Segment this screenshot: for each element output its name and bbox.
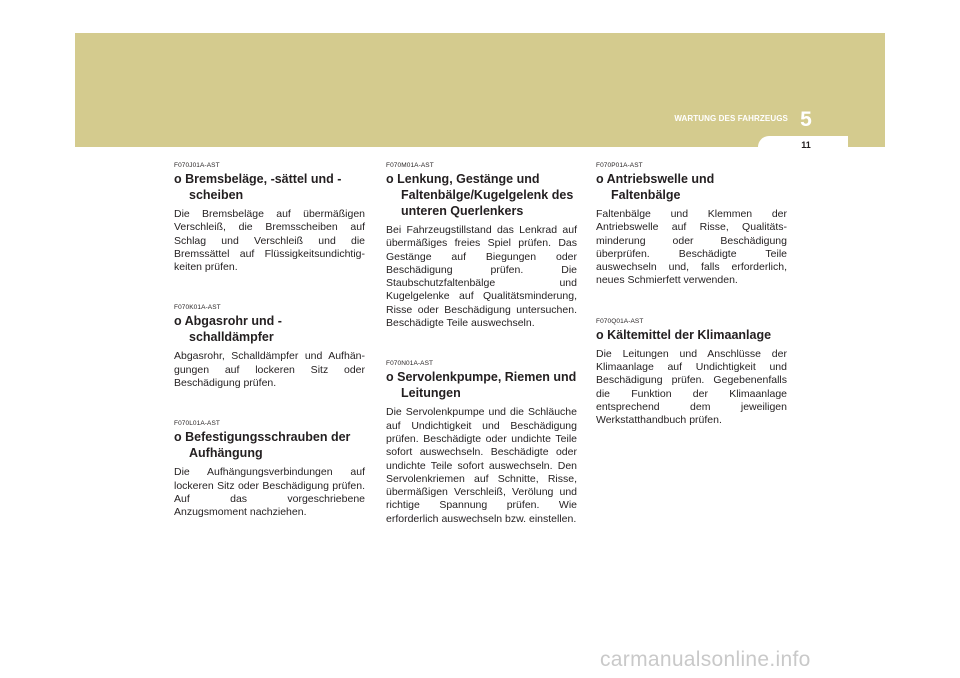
section-steering xyxy=(386,162,577,330)
section-code: F070N01A-AST xyxy=(386,360,434,368)
section-body: Faltenbälge und Klemmen der Antriebswelle auf Risse, Qualitäts- minderung oder Beschädigung überprüfen. Beschädigte Teile auswechseln und, falls erforderlich, neues Schmierfett verwenden. xyxy=(596,208,787,287)
section-drive-shaft xyxy=(596,162,787,288)
page-number: 11 xyxy=(801,140,811,150)
section-heading: o Servolenkpumpe, Riemen und Leitungen xyxy=(386,370,577,401)
section-suspension-bolts xyxy=(174,420,365,519)
section-heading: o Kältemittel der Klimaanlage xyxy=(596,327,772,342)
section-body: Die Bremsbeläge auf übermäßigen Verschleiß, die Bremsscheiben auf Schlag und Verschleiß und die Bremssättel auf Flüssigkeitsundichtig- keiten prüfen. xyxy=(174,208,365,274)
section-code: F070L01A-AST xyxy=(174,420,221,428)
section-code: F070K01A-AST xyxy=(174,304,221,312)
section-power-steering xyxy=(386,360,577,526)
section-brakes xyxy=(174,162,365,274)
section-heading: o Antriebswelle und Faltenbälge xyxy=(596,172,715,202)
chapter-title: WARTUNG DES FAHRZEUGS xyxy=(674,114,788,123)
section-code: F070Q01A-AST xyxy=(596,317,644,325)
section-heading: o Befestigungsschrauben der Aufhängung xyxy=(174,430,351,461)
column-2 xyxy=(386,160,577,556)
header-band xyxy=(75,33,885,147)
section-code: F070J01A-AST xyxy=(174,162,220,169)
column-3 xyxy=(596,160,787,458)
section-heading: o Lenkung, Gestänge und Faltenbälge/Kugelgelenk des unteren Querlenkers xyxy=(386,172,574,218)
section-body: Die Aufhängungsverbindungen auf lockeren Sitz oder Beschädigung prüfen. Auf das vorgeschriebene Anzugsmoment nachziehen. xyxy=(174,466,365,519)
section-body: Die Leitungen und Anschlüsse der Klimaanlage auf Undichtigkeit und Beschädigung prüfen. Gegebenenfalls die Funktion der Klimaanlage entsprechend dem jeweiligen Werkstatthandbuch prüfen. xyxy=(596,347,787,427)
section-code: F070M01A-AST xyxy=(386,162,434,169)
section-ac-refrigerant xyxy=(596,318,787,428)
watermark-text: carmanualsonline.info xyxy=(600,648,811,671)
column-1 xyxy=(174,160,365,550)
section-body: Abgasrohr, Schalldämpfer und Aufhän- gungen auf lockeren Sitz oder Beschädigung prüfen. xyxy=(174,350,365,390)
chapter-number: 5 xyxy=(800,108,812,131)
section-heading: o Abgasrohr und - schalldämpfer xyxy=(174,314,282,345)
section-body: Bei Fahrzeugstillstand das Lenkrad auf übermäßiges freies Spiel prüfen. Das Gestänge auf Biegungen oder Beschädigung prüfen. Die Staubschutzfaltenbälge und Kugelgelenke auf Qualitätsminderung, Risse oder Beschädigung untersuchen. Beschädigte Teile auswechseln. xyxy=(386,224,577,330)
section-heading: o Bremsbeläge, -sättel und - scheiben xyxy=(174,172,342,202)
section-code: F070P01A-AST xyxy=(596,162,643,169)
section-exhaust xyxy=(174,304,365,390)
section-body: Die Servolenkpumpe und die Schläuche auf Undichtigkeit und Beschädigung prüfen. Beschädigte oder undichte Teile sofort auswechseln. Beschädigte oder undichte Teile sofort auswechseln. Den Servolenkriemen auf Schnitte, Risse, übermäßigen Verschleiß, Verölung und richtige Spannung prüfen. Wie erforderlich auswechseln bzw. einstellen. xyxy=(386,406,577,525)
